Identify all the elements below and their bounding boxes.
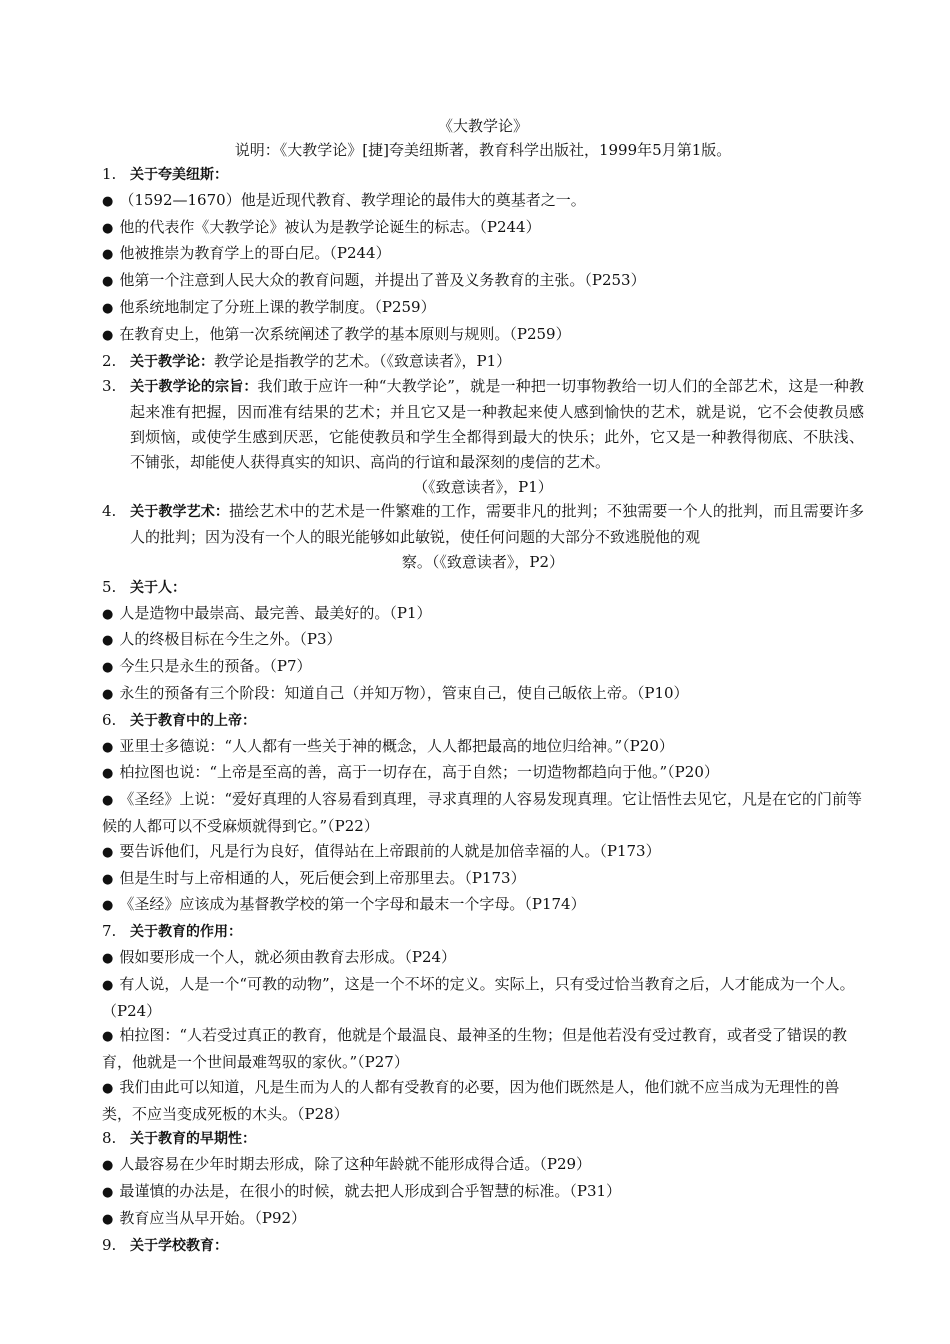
bullet-icon: ● xyxy=(102,793,114,809)
list-item: ● 柏拉图：“人若受过真正的教育，他就是个最温良、最神圣的生物；但是他若没有受过教育，或者受了错误的教育，他就是一个世间最难驾驭的家伙。”（P27） xyxy=(102,1026,848,1072)
list-item: ● 他第一个注意到人民大众的教育问题，并提出了普及义务教育的主张。（P253） xyxy=(102,271,646,290)
list-item: ● 我们由此可以知道，凡是生而为人的人都有受教育的必要，因为他们既然是人，他们就不应当成为无理性的兽类，不应当变成死板的木头。（P28） xyxy=(102,1077,840,1123)
section-5-heading: 5. 关于人： xyxy=(102,577,186,596)
bullet-icon: ● xyxy=(102,300,114,316)
bullet-icon: ● xyxy=(102,1029,114,1045)
list-item: ● 《圣经》应该成为基督教学校的第一个字母和最末一个字母。（P174） xyxy=(102,895,586,914)
bullet-icon: ● xyxy=(102,220,114,236)
section-7-heading: 7. 关于教育的作用： xyxy=(102,922,242,941)
list-item: ● 有人说，人是一个“可教的动物”，这是一个不坏的定义。实际上，只有受过恰当教育之后，人才能成为一个人。（P24） xyxy=(102,974,855,1020)
document-page xyxy=(102,114,864,1258)
list-item: ● 最谨慎的办法是，在很小的时候，就去把人形成到合乎智慧的标准。（P31） xyxy=(102,1182,622,1201)
bullet-icon: ● xyxy=(102,1211,114,1227)
list-item: ● 《圣经》上说：“爱好真理的人容易看到真理，寻求真理的人容易发现真理。它让悟性去见它，凡是在它的门前等候的人都可以不受麻烦就得到它。”（P22） xyxy=(102,790,863,835)
bullet-icon: ● xyxy=(102,739,114,755)
document-title: 《大教学论》 xyxy=(437,117,528,135)
bullet-icon: ● xyxy=(102,950,114,966)
bullet-icon: ● xyxy=(102,606,114,622)
list-item: ● 今生只是永生的预备。（P7） xyxy=(102,657,312,676)
section-4: 4. 关于教学艺术：描绘艺术中的艺术是一件繁难的工作，需要非凡的批判；不独需要一个人的批判，而且需要许多人的批判；因为没有一个人的眼光能够如此敏锐，使任何问题的大部分不致逃脱他的观 xyxy=(102,502,864,547)
document-note: 说明：《大教学论》[捷]夸美纽斯著，教育科学出版社，1999年5月第1版。 xyxy=(234,141,732,159)
list-item: ● 但是生时与上帝相通的人，死后便会到上帝那里去。（P173） xyxy=(102,868,526,887)
list-item: ● 在教育史上，他第一次系统阐述了教学的基本原则与规则。（P259） xyxy=(102,324,571,343)
section-4-source: 察。（《致意读者》，P2） xyxy=(401,552,565,571)
list-item: ● 人最容易在少年时期去形成，除了这种年龄就不能形成得合适。（P29） xyxy=(102,1155,592,1174)
section-1-heading: 1. 关于夸美纽斯： xyxy=(102,165,228,183)
bullet-icon: ● xyxy=(102,633,114,649)
list-item: ● 他被推崇为教育学上的哥白尼。（P244） xyxy=(102,244,391,263)
list-item: ● 他的代表作《大教学论》被认为是教学论诞生的标志。（P244） xyxy=(102,217,541,236)
list-item: ● 人的终极目标在今生之外。（P3） xyxy=(102,630,342,649)
list-item: ● （1592—1670）他是近现代教育、教学理论的最伟大的奠基者之一。 xyxy=(102,190,586,209)
list-item: ● 柏拉图也说：“上帝是至高的善，高于一切存在，高于自然；一切造物都趋向于他。”（P20） xyxy=(102,763,719,782)
list-item: ● 永生的预备有三个阶段：知道自己（并知万物），管束自己，使自己皈依上帝。（P10） xyxy=(102,683,689,702)
bullet-icon: ● xyxy=(102,1158,114,1174)
bullet-icon: ● xyxy=(102,247,114,263)
bullet-icon: ● xyxy=(102,1080,114,1096)
list-item: ● 人是造物中最崇高、最完善、最美好的。（P1） xyxy=(102,603,432,622)
section-3: 3. 关于教学论的宗旨：我们敢于应许一种“大教学论”，就是一种把一切事物教给一切人们的全部艺术，这是一种教起来准有把握，因而准有结果的艺术；并且它又是一种教起来使人感到愉快的艺术，就是说，它不会使教员感到烦恼，或使学生感到厌恶，它能使教员和学生全都得到最大的快乐；此外，它又是一种教得彻底、不肤浅、不铺张，却能使人获得真实的知识、高尚的行谊和最深刻的虔信的艺术。 xyxy=(102,377,864,471)
list-item: ● 教育应当从早开始。（P92） xyxy=(102,1208,307,1227)
bullet-icon: ● xyxy=(102,871,114,887)
bullet-icon: ● xyxy=(102,977,114,993)
section-6-heading: 6. 关于教育中的上帝： xyxy=(102,710,256,729)
list-item: ● 假如要形成一个人，就必须由教育去形成。（P24） xyxy=(102,947,457,966)
bullet-icon: ● xyxy=(102,274,114,290)
list-item: ● 亚里士多德说：“人人都有一些关于神的概念，人人都把最高的地位归给神。”（P20） xyxy=(102,736,674,755)
bullet-icon: ● xyxy=(102,1185,114,1201)
bullet-icon: ● xyxy=(102,898,114,914)
section-8-heading: 8. 关于教育的早期性： xyxy=(102,1129,256,1148)
bullet-icon: ● xyxy=(102,327,114,343)
bullet-icon: ● xyxy=(102,766,114,782)
bullet-icon: ● xyxy=(102,193,114,209)
section-2: 2. 关于教学论：教学论是指教学的艺术。（《致意读者》，P1） xyxy=(102,351,512,370)
section-3-source: （《致意读者》，P1） xyxy=(413,477,553,496)
list-item: ● 要告诉他们，凡是行为良好，值得站在上帝跟前的人就是加倍幸福的人。（P173） xyxy=(102,841,661,860)
list-item: ● 他系统地制定了分班上课的教学制度。（P259） xyxy=(102,297,436,316)
bullet-icon: ● xyxy=(102,844,114,860)
bullet-icon: ● xyxy=(102,686,114,702)
bullet-icon: ● xyxy=(102,660,114,676)
section-9-heading: 9. 关于学校教育： xyxy=(102,1235,228,1254)
